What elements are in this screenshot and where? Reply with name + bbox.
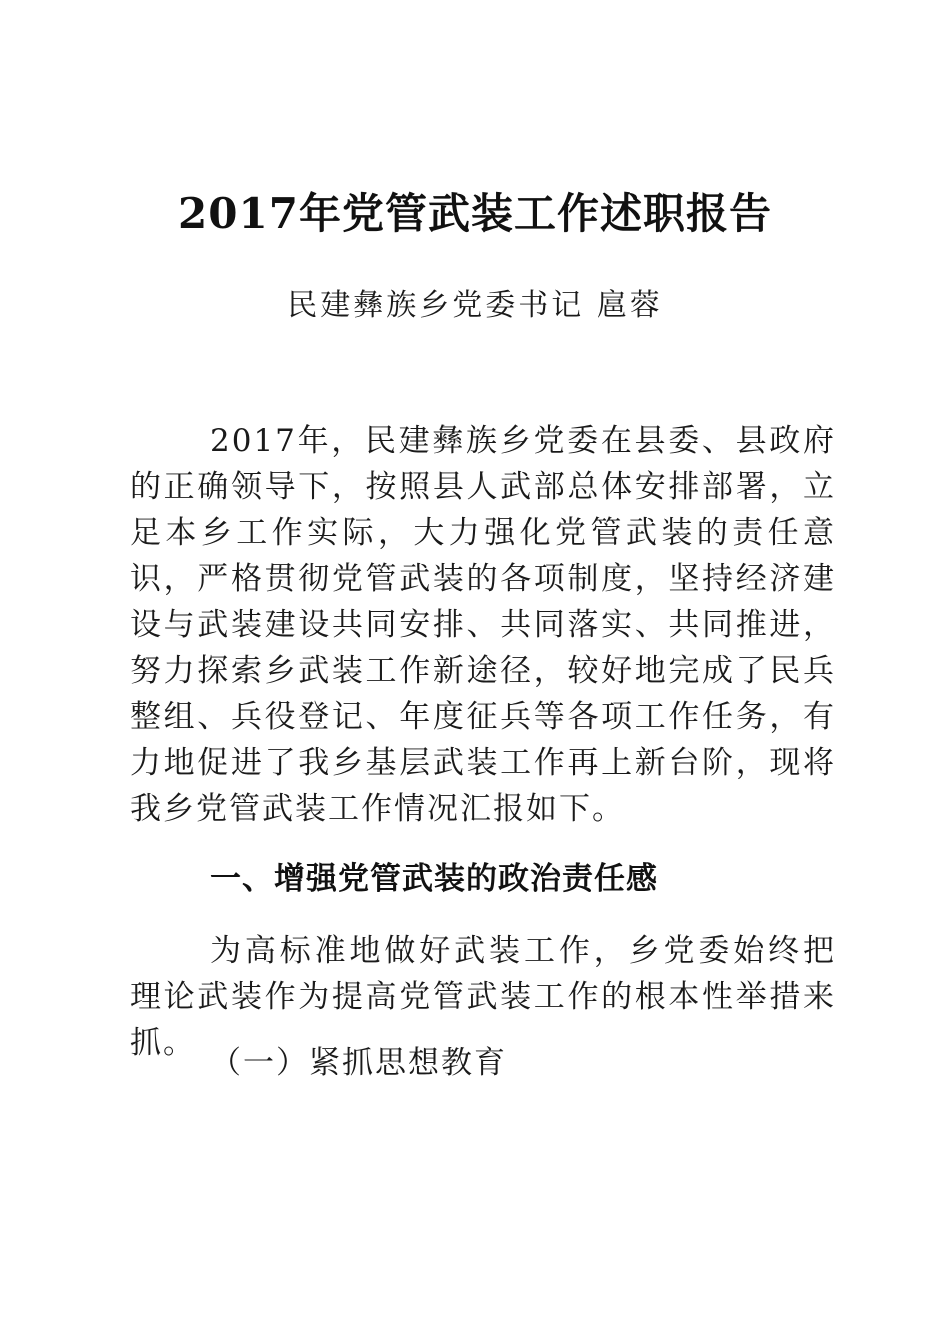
subsection-heading: （一）紧抓思想教育: [210, 1045, 507, 1081]
section-heading: 一、增强党管武装的政治责任感: [210, 861, 658, 897]
document-title: 2017年党管武装工作述职报告: [178, 189, 772, 238]
paragraph-intro: 2017年，民建彝族乡党委在县委、县政府的正确领导下，按照县人武部总体安排部署，立足本乡工作实际，大力强化党管武装的责任意识，严格贯彻党管武装的各项制度，坚持经济建设与武装建设共同安排、共同落实、共同推进，努力探索乡武装工作新途径，较好地完成了民兵整组、兵役登记、年度征兵等各项工作任务，有力地促进了我乡基层武装工作再上新台阶，现将我乡党管武装工作情况汇报如下。: [130, 423, 836, 827]
paragraph-section-1: 为高标准地做好武装工作，乡党委始终把理论武装作为提高党管武装工作的根本性举措来抓。: [130, 933, 836, 1061]
author-line: 民建彝族乡党委书记 扈蓉: [287, 288, 663, 323]
